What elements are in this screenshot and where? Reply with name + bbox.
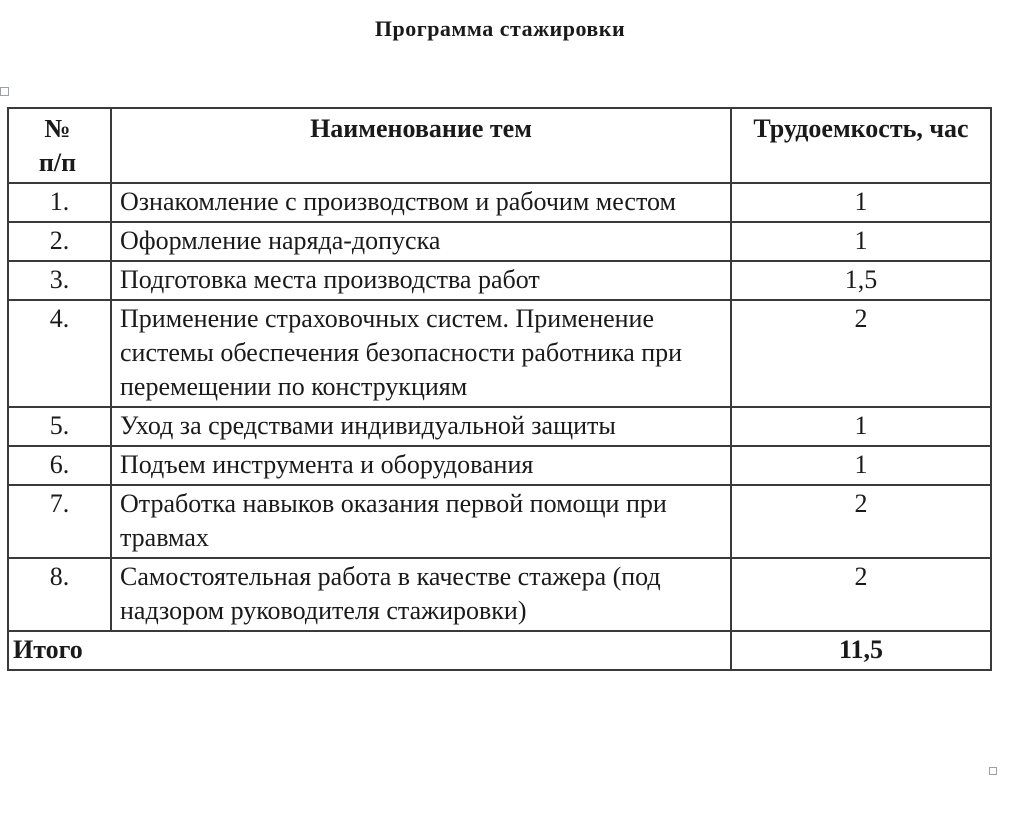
row-hours: 2: [731, 300, 991, 407]
row-topic: Ознакомление с производством и рабочим местом: [111, 183, 731, 222]
total-label: Итого: [8, 631, 731, 670]
document-title: Программа стажировки: [374, 16, 626, 41]
table-row: [8, 446, 991, 485]
row-hours: 1: [731, 183, 991, 222]
row-hours: 1: [731, 446, 991, 485]
table-row: [8, 407, 991, 446]
table-row: [8, 485, 991, 558]
row-num: 4.: [8, 300, 111, 407]
table-row: [8, 183, 991, 222]
table-row: [8, 222, 991, 261]
row-num: 3.: [8, 261, 111, 300]
row-hours: 2: [731, 485, 991, 558]
total-hours: 11,5: [731, 631, 991, 670]
row-topic: Применение страховочных систем. Применение системы обеспечения безопасности работника при перемещении по конструкциям: [111, 300, 731, 407]
row-topic: Оформление наряда-допуска: [111, 222, 731, 261]
table-move-handle[interactable]: [0, 87, 9, 96]
row-num: 5.: [8, 407, 111, 446]
table-row: [8, 558, 991, 631]
row-topic: Подъем инструмента и оборудования: [111, 446, 731, 485]
internship-program-table: [7, 107, 992, 671]
header-num: № п/п: [8, 108, 111, 183]
row-hours: 1: [731, 407, 991, 446]
table-row: [8, 261, 991, 300]
header-hours: Трудоемкость, час: [731, 108, 991, 183]
row-num: 8.: [8, 558, 111, 631]
row-num: 2.: [8, 222, 111, 261]
row-topic: Подготовка места производства работ: [111, 261, 731, 300]
table-resize-handle[interactable]: [989, 767, 997, 775]
row-num: 7.: [8, 485, 111, 558]
row-num: 6.: [8, 446, 111, 485]
row-hours: 1: [731, 222, 991, 261]
row-hours: 1,5: [731, 261, 991, 300]
row-topic: Отработка навыков оказания первой помощи при травмах: [111, 485, 731, 558]
row-hours: 2: [731, 558, 991, 631]
table-total-row: [8, 631, 991, 670]
table-row: [8, 300, 991, 407]
row-topic: Самостоятельная работа в качестве стажера (под надзором руководителя стажировки): [111, 558, 731, 631]
row-num: 1.: [8, 183, 111, 222]
table-header-row: [8, 108, 991, 183]
header-topic: Наименование тем: [111, 108, 731, 183]
row-topic: Уход за средствами индивидуальной защиты: [111, 407, 731, 446]
